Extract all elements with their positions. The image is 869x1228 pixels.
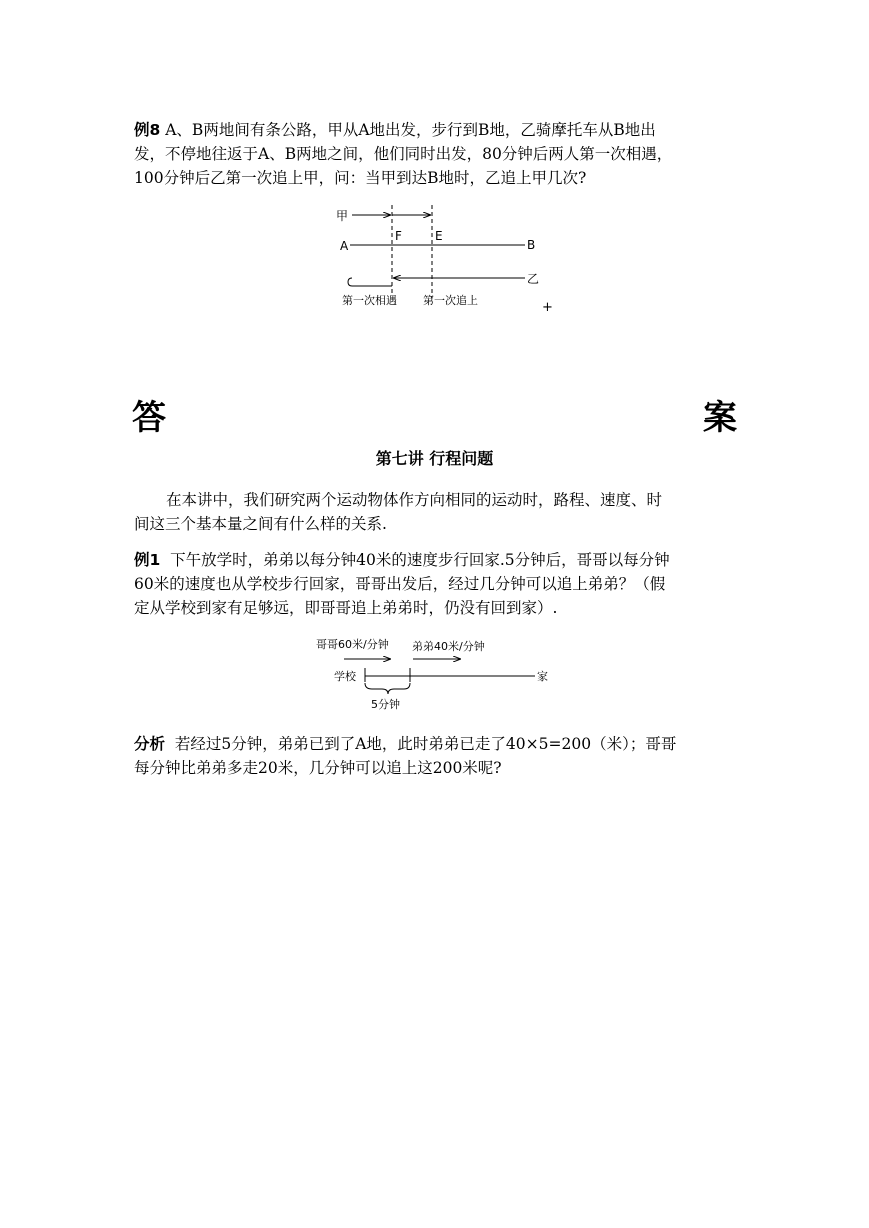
example8-line-3: 100分钟后乙第一次追上甲，问：当甲到达B地时，乙追上甲几次? bbox=[134, 169, 587, 187]
gege-speed-label: 哥哥60米/分钟 bbox=[316, 638, 389, 651]
didi-speed-label: 弟弟40米/分钟 bbox=[412, 640, 485, 653]
analysis-text bbox=[134, 732, 739, 780]
five-minutes-label: 5分钟 bbox=[371, 698, 400, 711]
point-a-label: A bbox=[340, 239, 349, 253]
example8-text bbox=[134, 118, 739, 190]
example8-label: 例8 bbox=[134, 121, 161, 139]
analysis-line-1: 分析 若经过5分钟，弟弟已到了A地，此时弟弟已走了40×5=200（米）；哥哥 bbox=[134, 735, 677, 753]
point-f-label: F bbox=[395, 229, 402, 243]
example1-line-3: 定从学校到家有足够远，即哥哥追上弟弟时，仍没有回到家）. bbox=[134, 599, 558, 617]
intro-line-2: 间这三个基本量之间有什么样的关系. bbox=[134, 515, 387, 533]
chase-diagram bbox=[310, 632, 560, 714]
plus-mark: + bbox=[542, 300, 553, 315]
school-label: 学校 bbox=[334, 670, 356, 683]
jia-label: 甲 bbox=[336, 209, 349, 223]
example8-line-2: 发，不停地往返于A、B两地之间，他们同时出发，80分钟后两人第一次相遇， bbox=[134, 145, 673, 163]
example1-text bbox=[134, 548, 739, 620]
analysis-line-2: 每分钟比弟弟多走20米，几分钟可以追上这200米呢? bbox=[134, 759, 502, 777]
meeting-diagram bbox=[330, 200, 560, 318]
yi-return-path bbox=[348, 278, 392, 286]
first-catch-label: 第一次追上 bbox=[423, 294, 478, 307]
example1-line-2: 60米的速度也从学校步行回家，哥哥出发后，经过几分钟可以追上弟弟？（假 bbox=[134, 575, 666, 593]
intro-text bbox=[134, 488, 739, 536]
point-b-label: B bbox=[527, 238, 536, 252]
five-minutes-brace bbox=[365, 683, 410, 694]
point-e-label: E bbox=[435, 229, 443, 243]
example8-line-1: 例8 A、B两地间有条公路，甲从A地出发，步行到B地，乙骑摩托车从B地出 bbox=[134, 121, 656, 139]
home-label: 家 bbox=[537, 670, 548, 683]
intro-line-1: 在本讲中，我们研究两个运动物体作方向相同的运动时，路程、速度、时 bbox=[166, 491, 663, 509]
yi-label: 乙 bbox=[527, 272, 540, 286]
first-meet-label: 第一次相遇 bbox=[342, 294, 397, 307]
answer-heading-right: 案 bbox=[703, 398, 737, 438]
lecture-title: 第七讲 行程问题 bbox=[375, 449, 494, 468]
example1-line-1: 例1 下午放学时，弟弟以每分钟40米的速度步行回家.5分钟后，哥哥以每分钟 bbox=[134, 551, 670, 569]
example1-label: 例1 bbox=[134, 551, 161, 569]
analysis-label: 分析 bbox=[134, 735, 166, 753]
answer-heading-left: 答 bbox=[132, 398, 166, 438]
